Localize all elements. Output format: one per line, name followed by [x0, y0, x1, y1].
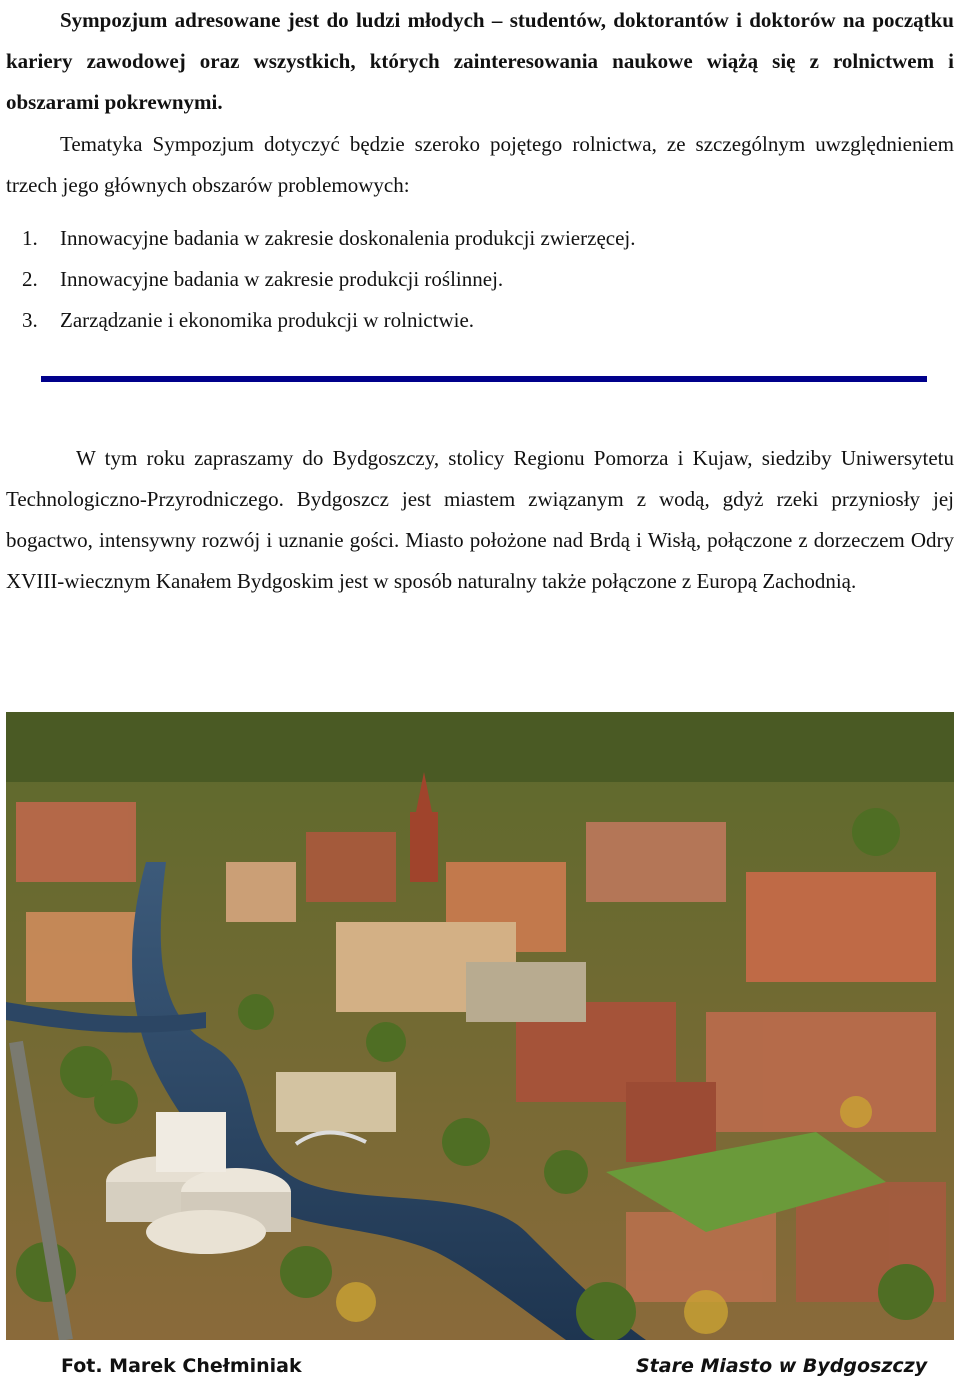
list-item-text: Innowacyjne badania w zakresie produkcji roślinnej.: [60, 267, 504, 291]
photo-title: Stare Miasto w Bydgoszczy: [636, 1355, 928, 1377]
list-item-number: 3.: [22, 308, 38, 332]
list-item: [22, 259, 636, 300]
city-text: W tym roku zapraszamy do Bydgoszczy, stolicy Regionu Pomorza i Kujaw, siedziby Uniwersytetu Technologiczno-Przyrodniczego. Bydgoszcz jest miastem związanym z wodą, gdyż rzeki przyniosły jej bogactwo, intensywny rozwój i uznanie gości. Miasto położone nad Brdą i Wisłą, połączone z dorzeczem Odry XVIII-wiecznym Kanałem Bydgoskim jest w sposób naturalny także połączone z Europą Zachodnią.: [6, 446, 954, 593]
section-divider: [41, 376, 927, 382]
topic-list: [22, 218, 636, 341]
intro-paragraph: [6, 0, 954, 123]
topics-paragraph: [6, 124, 954, 206]
photo-credit: Fot. Marek Chełminiak: [61, 1355, 302, 1377]
list-item-number: 1.: [22, 226, 38, 250]
city-paragraph: [6, 438, 954, 602]
list-item: [22, 300, 636, 341]
intro-text: Sympozjum adresowane jest do ludzi młodych – studentów, doktorantów i doktorów na początku kariery zawodowej oraz wszystkich, których zainteresowania naukowe wiążą się z rolnictwem i obszarami pokrewnymi.: [6, 8, 954, 114]
list-item-text: Innowacyjne badania w zakresie doskonalenia produkcji zwierzęcej.: [60, 226, 636, 250]
list-item: [22, 218, 636, 259]
aerial-city-illustration: [6, 712, 954, 1340]
list-item-text: Zarządzanie i ekonomika produkcji w rolnictwie.: [60, 308, 475, 332]
list-item-number: 2.: [22, 267, 38, 291]
aerial-city-photo: [6, 712, 954, 1340]
topics-intro-text: Tematyka Sympozjum dotyczyć będzie szeroko pojętego rolnictwa, ze szczególnym uwzględnieniem trzech jego głównych obszarów problemowych:: [6, 132, 954, 197]
